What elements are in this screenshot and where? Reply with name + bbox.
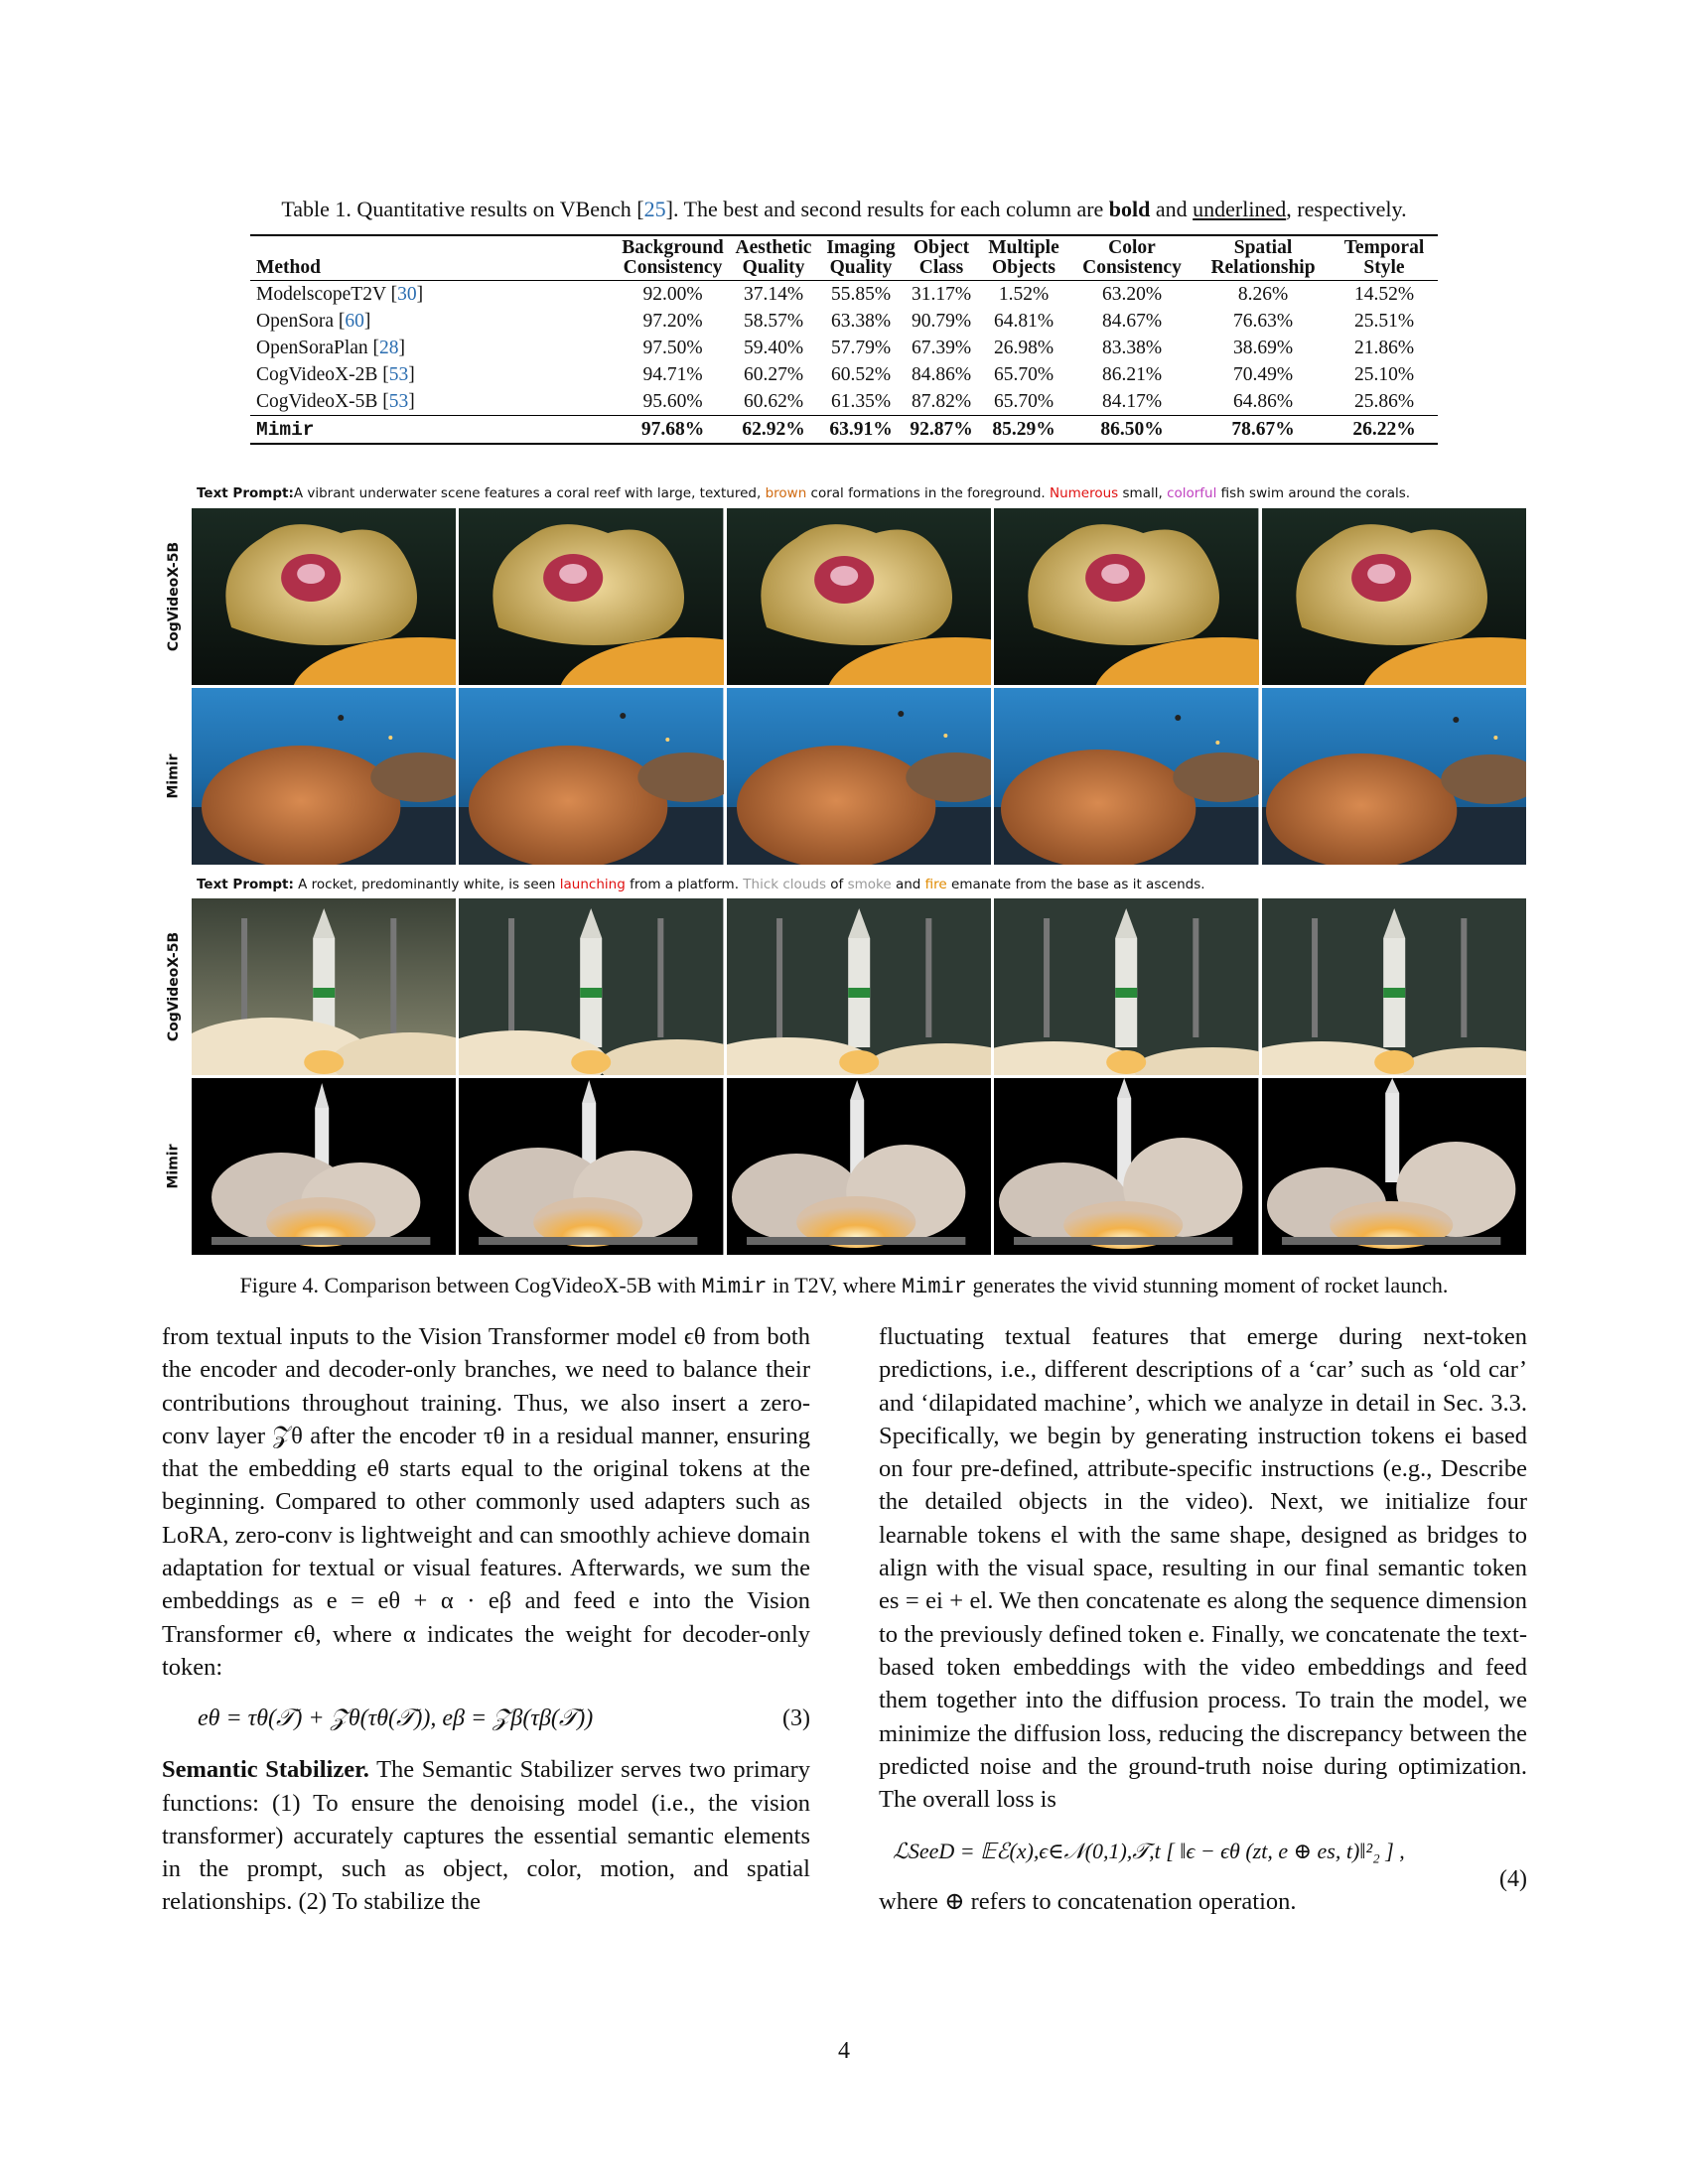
rocket-cogvideox-frames (192, 898, 1526, 1075)
video-frame (727, 898, 991, 1075)
value-cell: 94.71% (642, 363, 703, 385)
column-header: Background Consistency (622, 237, 724, 278)
value-cell: 70.49% (1232, 363, 1294, 385)
value-cell: 57.79% (830, 337, 892, 358)
value-cell: 64.81% (993, 310, 1055, 332)
value-cell: 1.52% (998, 283, 1050, 305)
video-frame (1262, 1078, 1526, 1255)
column-header: Imaging Quality (826, 237, 896, 278)
video-frame (1262, 508, 1526, 685)
value-cell: 63.38% (830, 310, 892, 332)
value-cell: 61.35% (830, 390, 892, 412)
value-cell: 59.40% (743, 337, 804, 358)
value-cell: 83.38% (1101, 337, 1163, 358)
video-frame (994, 898, 1258, 1075)
value-cell: 26.22% (1352, 418, 1416, 440)
value-cell: 60.52% (830, 363, 892, 385)
video-frame (994, 1078, 1258, 1255)
table-row (250, 335, 1438, 361)
body-paragraph: from textual inputs to the Vision Transformer model ϵθ from both the encoder and decoder-only branches, we need to balance their contributions throughout training. Thus, we also insert a zero-conv layer 𝒵θ after the encoder τθ in a residual manner, ensuring that the embedding eθ starts equal to the original tokens at the beginning. Compared to other commonly used adapters such as LoRA, zero-conv is lightweight and can smoothly achieve domain adaptation for textual or visual features. Afterwards, we sum the embeddings as e = eθ + α · eβ and feed e into the Vision Transformer ϵθ, where α indicates the weight for decoder-only token: (162, 1323, 810, 1681)
value-cell: 87.82% (911, 390, 972, 412)
value-cell: 84.86% (911, 363, 972, 385)
value-cell: 84.17% (1101, 390, 1163, 412)
value-cell: 25.10% (1353, 363, 1415, 385)
body-paragraph: where ⊕ refers to concatenation operation. (879, 1888, 1297, 1916)
column-header: Temporal Style (1343, 237, 1425, 278)
value-cell: 37.14% (743, 283, 804, 305)
method-cell: CogVideoX-5B [53] (256, 390, 415, 412)
equation-3: eθ = τθ(𝒯) + 𝒵θ(τθ(𝒯)), eβ = 𝒵β(τβ(𝒯)) (3) (198, 1705, 810, 1731)
value-cell: 97.20% (642, 310, 703, 332)
table-row (250, 388, 1438, 416)
video-frame (727, 688, 991, 865)
column-header: Aesthetic Quality (735, 237, 812, 278)
rocket-mimir-frames (192, 1078, 1526, 1255)
video-frame (1262, 688, 1526, 865)
page-number: 4 (838, 2038, 850, 2064)
right-column (879, 1320, 1527, 1919)
value-cell: 92.00% (642, 283, 703, 305)
method-cell: CogVideoX-2B [53] (256, 363, 415, 385)
coral-mimir-frames (192, 688, 1526, 865)
video-frame (994, 688, 1258, 865)
value-cell: 60.27% (743, 363, 804, 385)
video-frame (459, 1078, 723, 1255)
table-caption: Table 1. Quantitative results on VBench [25]. The best and second results for each column are bold and underlined, respectively. (281, 197, 1407, 221)
value-cell: 25.51% (1353, 310, 1415, 332)
video-frame (727, 1078, 991, 1255)
table-row (250, 361, 1438, 388)
video-frame (192, 508, 456, 685)
value-cell: 62.92% (742, 418, 805, 440)
column-header: Spatial Relationship (1210, 237, 1316, 278)
value-cell: 14.52% (1353, 283, 1415, 305)
paragraph-heading: Semantic Stabilizer. (162, 1756, 369, 1784)
value-cell: 67.39% (911, 337, 972, 358)
row-label-cogvideox: CogVideoX-5B (166, 541, 182, 652)
value-cell: 97.50% (642, 337, 703, 358)
equation-4: ℒSeeD = 𝔼ℰ(x),ϵ∈𝒩(0,1),𝒯,t [ ‖ϵ − ϵθ (zt, e ⊕ es, t)‖²₂ ] , (893, 1838, 1405, 1863)
value-cell: 78.67% (1231, 418, 1295, 440)
value-cell: 21.86% (1353, 337, 1415, 358)
table-header-row (250, 235, 1438, 281)
value-cell: 65.70% (993, 390, 1055, 412)
equation-number: (4) (1499, 1866, 1527, 1893)
value-cell: 97.68% (640, 418, 705, 440)
table-row-best (250, 416, 1438, 445)
value-cell: 63.20% (1101, 283, 1163, 305)
video-frame (192, 1078, 456, 1255)
method-cell: ModelscopeT2V [30] (256, 283, 424, 305)
body-paragraph: Semantic Stabilizer. The Semantic Stabilizer serves two primary functions: (1) To ensure the denoising model (i.e., the vision transformer) accurately captures the essential semantic elements in the prompt, such as object, color, motion, and spatial relationships. (2) To stabilize the (162, 1756, 810, 1916)
value-cell: 64.86% (1232, 390, 1294, 412)
value-cell: 25.86% (1353, 390, 1415, 412)
video-frame (459, 508, 723, 685)
value-cell: 60.62% (743, 390, 804, 412)
column-header: Object Class (913, 237, 970, 278)
row-label-mimir: Mimir (166, 1144, 182, 1189)
value-cell: 38.69% (1232, 337, 1294, 358)
row-label-mimir: Mimir (166, 753, 182, 799)
video-frame (994, 508, 1258, 685)
figure-caption: Figure 4. Comparison between CogVideoX-5B with Mimir in T2V, where Mimir generates the vivid stunning moment of rocket launch. (239, 1273, 1449, 1299)
value-cell: 8.26% (1237, 283, 1289, 305)
value-cell: 65.70% (993, 363, 1055, 385)
value-cell: 92.87% (910, 418, 973, 440)
video-frame (192, 898, 456, 1075)
method-cell: OpenSora [60] (256, 310, 371, 332)
value-cell: 31.17% (911, 283, 972, 305)
video-frame (459, 688, 723, 865)
value-cell: 86.21% (1101, 363, 1163, 385)
video-frame (1262, 898, 1526, 1075)
value-cell: 84.67% (1101, 310, 1163, 332)
video-frame (192, 688, 456, 865)
value-cell: 58.57% (743, 310, 804, 332)
table-row (250, 308, 1438, 335)
body-paragraph: fluctuating textual features that emerge during next-token predictions, i.e., different descriptions of a ‘car’ such as ‘old car’ and ‘dilapidated machine’, which we analyze in detail in Sec. 3.3. Specifically, we begin by generating instruction tokens ei based on four pre-defined, attribute-specific instructions (e.g., Describe the detailed objects in the video). Next, we initialize four learnable tokens el with the same shape, designed as bridges to align with the visual space, resulting in our final semantic token es = ei + el. We then concatenate es along the sequence dimension to the previously defined token e. Finally, we concatenate the text-based token embeddings with the video embeddings and feed them together into the diffusion process. To train the model, we minimize the diffusion loss, reducing the discrepancy between the predicted noise and the ground-truth noise during optimization. The overall loss is (879, 1323, 1527, 1814)
method-cell: OpenSoraPlan [28] (256, 337, 406, 358)
value-cell: 86.50% (1100, 418, 1164, 440)
left-column (162, 1320, 810, 1919)
value-cell: 90.79% (911, 310, 972, 332)
column-header: Multiple Objects (988, 237, 1059, 278)
value-cell: 85.29% (992, 418, 1055, 440)
text-prompt-rocket: Text Prompt: A rocket, predominantly white, is seen launching from a platform. Thick clouds of smoke and fire emanate from the base as it ascends. (197, 877, 1205, 892)
column-header: Color Consistency (1082, 237, 1182, 278)
row-label-cogvideox: CogVideoX-5B (166, 931, 182, 1042)
text-prompt-coral: Text Prompt:A vibrant underwater scene features a coral reef with large, textured, brown coral formations in the foreground. Numerous small, colorful fish swim around the corals. (197, 485, 1411, 501)
value-cell: 26.98% (993, 337, 1055, 358)
table-row (250, 281, 1438, 309)
method-cell: Mimir (256, 418, 315, 441)
value-cell: 63.91% (829, 418, 893, 440)
video-frame (459, 898, 723, 1075)
video-frame (727, 508, 991, 685)
column-header: Method (256, 257, 321, 278)
value-cell: 55.85% (830, 283, 892, 305)
value-cell: 76.63% (1232, 310, 1294, 332)
value-cell: 95.60% (642, 390, 703, 412)
coral-cogvideox-frames (192, 508, 1526, 685)
results-table (250, 234, 1438, 445)
